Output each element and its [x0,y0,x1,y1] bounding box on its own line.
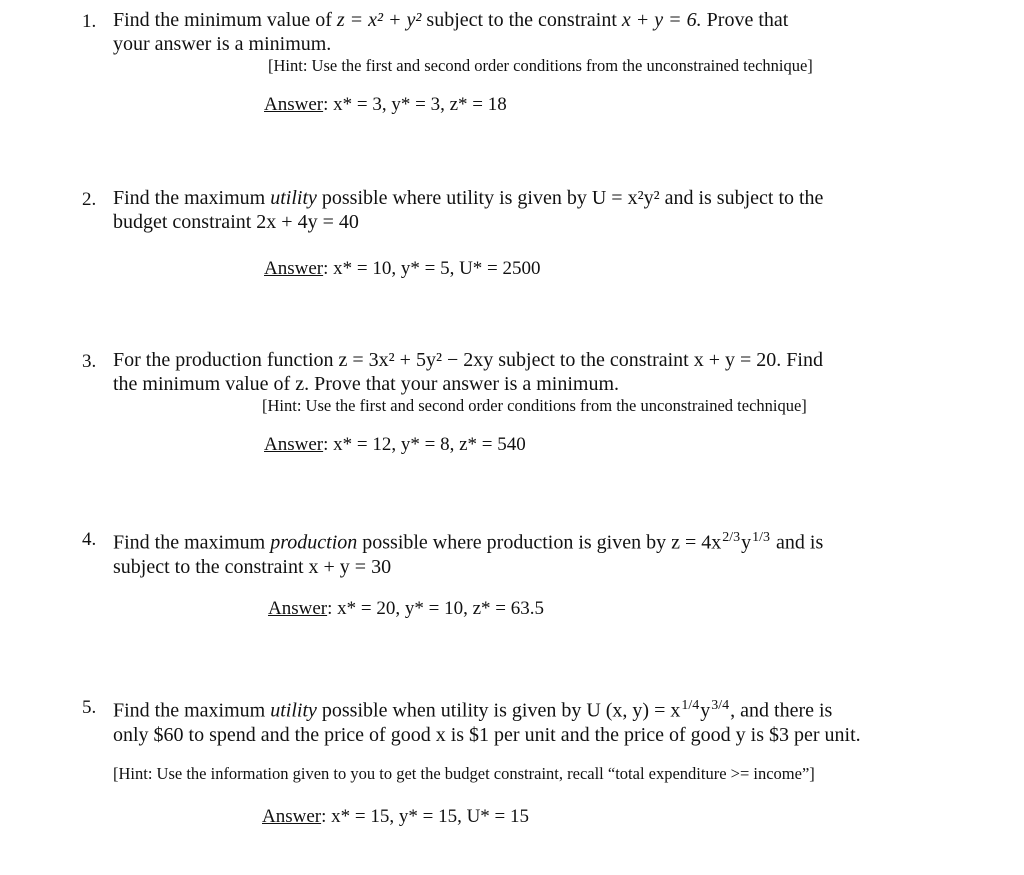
answer: Answer: x* = 20, y* = 10, z* = 63.5 [268,598,544,619]
answer: Answer: x* = 10, y* = 5, U* = 2500 [264,258,541,279]
answer: Answer: x* = 15, y* = 15, U* = 15 [262,806,530,827]
exponent: 3/4 [711,698,730,713]
answer: Answer: x* = 12, y* = 8, z* = 540 [264,434,526,455]
exponent: 2/3 [722,530,741,545]
problem-text: Find the maximum production possible where production is given by z = 4x2/3y1/3 and is subject to the constraint x + y = 30 [113,526,953,579]
problem-text: Find the maximum utility possible when utility is given by U (x, y) = x1/4y3/4, and there is only $60 to spend and the price of good x is $1 per unit and the price of good y is $3 per unit. [113,694,953,747]
answer: Answer: x* = 3, y* = 3, z* = 18 [264,94,507,115]
problem-text: For the production function z = 3x² + 5y² − 2xy subject to the constraint x + y = 20. Find the minimum value of z. Prove that your answer is a minimum. [113,349,823,395]
exponent: 1/3 [752,530,771,545]
problem-text: Find the minimum value of z = x² + y² subject to the constraint x + y = 6. Prove that your answer is a minimum. [113,9,789,55]
exponent: 1/4 [681,698,700,713]
problem-number: 1. [82,11,97,32]
hint: [Hint: Use the first and second order conditions from the unconstrained technique] [268,56,813,75]
problem-number: 2. [82,189,97,210]
problem-number: 4. [82,529,97,550]
problem-number: 3. [82,351,97,372]
hint: [Hint: Use the first and second order conditions from the unconstrained technique] [262,396,807,415]
problem-number: 5. [82,697,97,718]
hint: [Hint: Use the information given to you to get the budget constraint, recall “total expenditure >= income”] [113,764,815,783]
problem-text: Find the maximum utility possible where utility is given by U = x²y² and is subject to the budget constraint 2x + 4y = 40 [113,187,824,233]
